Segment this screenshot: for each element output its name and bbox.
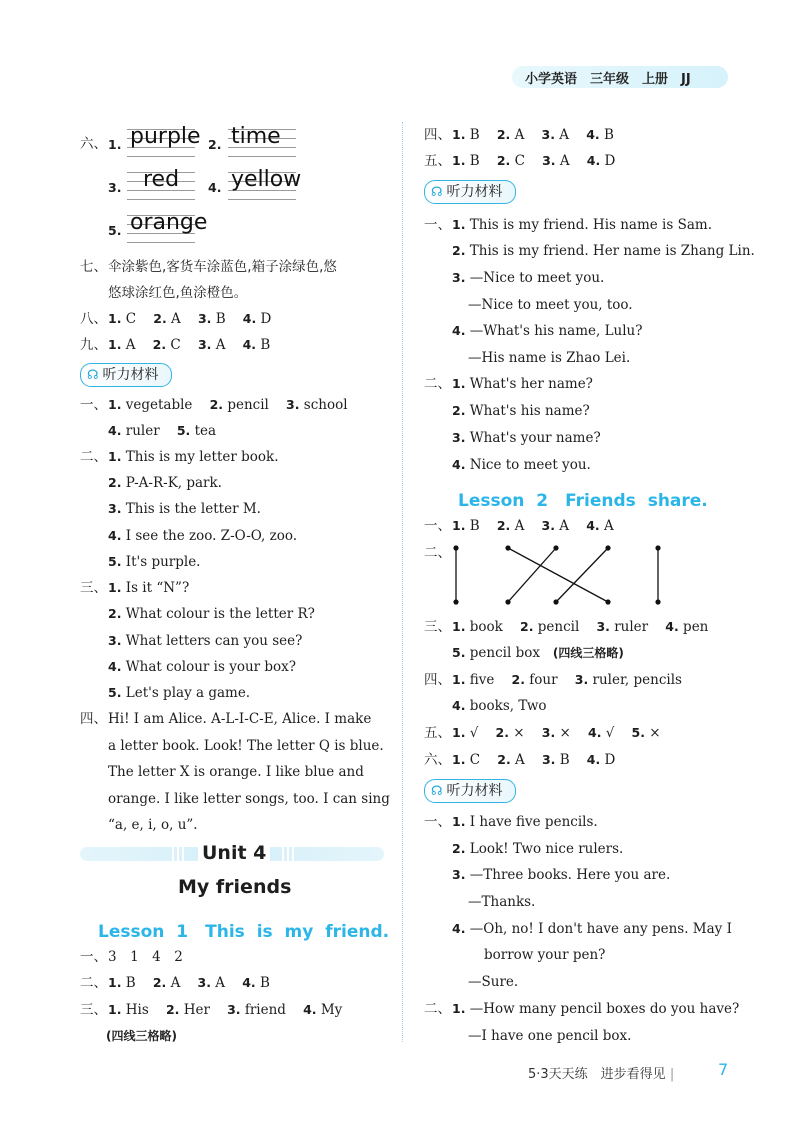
four-line-box-2 [228,124,296,157]
rq5-answers [452,152,615,170]
e3-n4: 4. [303,1002,317,1017]
q9-answers [108,336,270,354]
t2-line-2: —I have one pencil box. [468,1028,632,1044]
s4-line-1 [452,671,682,689]
l2-item-4 [108,527,297,545]
q8-n3: 3. [197,311,212,326]
rq5-label: 五、 [424,153,451,169]
s1-n3: 3. [541,518,555,533]
e3-n1: 1. [108,1002,122,1017]
unit-title: Unit 4 [198,842,270,864]
q6-word-5: orange [130,210,208,235]
four-line-box-3 [127,167,195,200]
t1-line-2 [452,840,623,858]
s4-n3: 3. [574,672,589,687]
s3-n3: 3. [596,619,610,634]
four-line-box-1 [127,124,201,157]
e3-a3: friend [244,1002,286,1018]
e2-n4: 4. [242,975,256,990]
r1-t2: This is my friend. Her name is Zhang Lin. [469,243,755,259]
l1-label: 一、 [80,397,107,413]
l3-n1: 1. [108,580,122,595]
l3-item-5 [108,684,250,702]
t1-t3: —Three books. Here you are. [469,867,671,883]
listening-material-badge-3 [424,779,516,803]
column-divider [402,122,403,1042]
l2-item-1 [108,448,279,466]
s1-n1: 1. [452,518,466,533]
s1-a2: A [514,518,525,534]
s4-n2: 2. [511,672,525,687]
rq5-n1: 1. [452,153,466,168]
q8-a1: C [125,311,137,327]
r1-t5: —What's his name, Lulu? [469,323,643,339]
match-dot-top-2 [505,545,510,550]
r2-t2: What's his name? [469,403,590,419]
rq4-label: 四、 [424,127,451,143]
s3-a3: ruler [614,619,649,635]
l1-n4: 4. [108,423,122,438]
l1-t2: pencil [227,397,269,413]
listening-label-3: 听力材料 [446,783,503,799]
r2-n3: 3. [452,430,466,445]
q6-word-3: red [143,167,180,192]
e3-a4: My [320,1002,343,1018]
q6-word-1: purple [130,124,201,149]
e2-a2: A [170,975,181,991]
match-dot-bottom-2 [505,599,510,604]
l2-item-3 [108,500,261,518]
s6-n2: 2. [497,752,511,767]
q9-a2: C [170,337,181,353]
e2-n2: 2. [152,975,167,990]
r2-line-3 [452,429,601,447]
matching-lines-diagram [440,540,680,610]
four-line-box-4 [228,167,302,200]
match-dot-bottom-3 [553,599,558,604]
e2-a4: B [259,975,270,991]
s3-line-2 [452,644,624,662]
s5-n4: 4. [588,725,602,740]
match-dot-bottom-5 [655,599,660,604]
q8-a3: B [215,311,226,327]
unit-banner-stripe [282,847,284,861]
l2-t1: This is my letter book. [125,449,279,465]
l4-line-4: orange. I like letter songs, too. I can sing [108,791,390,807]
r2-label: 二、 [424,376,451,392]
q7-line-2: 悠球涂红色,鱼涂橙色。 [108,285,248,301]
headphones-icon: ☊ [431,185,443,200]
header-tag: 小学英语 三年级 上册 JJ [525,72,691,87]
rq4-a4: B [603,127,614,143]
l2-item-5 [108,553,200,571]
l4-line-5: “a, e, i, o, u”. [108,817,198,833]
l4-line-2: a letter book. Look! The letter Q is blue. [108,738,384,754]
q6-num-1: 1. [108,137,122,152]
q6-num-5: 5. [108,223,122,238]
page-number: 7 [718,1060,729,1079]
l1-row-1 [108,396,348,414]
s1-n4: 4. [586,518,600,533]
t2-t1: —How many pencil boxes do you have? [469,1001,740,1017]
t1-t1: I have five pencils. [469,814,598,830]
t1-line-3 [452,866,670,884]
e2-n3: 3. [197,975,211,990]
r2-n2: 2. [452,403,466,418]
footer-slogan-text: 5·3天天练 进步看得见 [528,1067,666,1082]
q9-a1: A [125,337,136,353]
listening-label-1: 听力材料 [102,367,159,383]
l1-n3: 3. [286,397,300,412]
s6-answers [452,751,615,769]
t1-n4: 4. [452,921,466,936]
l2-n2: 2. [108,475,122,490]
r1-n3: 3. [452,270,466,285]
l3-t4: What colour is your box? [125,659,297,675]
match-dot-top-3 [553,545,558,550]
footer-slogan [528,1063,674,1082]
l2-label: 二、 [80,449,107,465]
s3-n5: 5. [452,645,466,660]
rq5-a2: C [514,153,525,169]
e3-note: (四线三格略) [106,1029,177,1043]
e2-n1: 1. [108,975,122,990]
s5-a5: × [649,725,661,741]
s6-a4: D [604,752,616,768]
l2-t3: This is the letter M. [125,501,261,517]
s5-a3: × [559,725,571,741]
rq5-n2: 2. [496,153,511,168]
e2-answers [108,974,270,992]
t1-line-4: —Thanks. [468,894,536,910]
e3-n2: 2. [165,1002,180,1017]
l3-item-3 [108,632,302,650]
l3-n5: 5. [108,685,122,700]
q9-n1: 1. [108,337,122,352]
e3-answers [108,1001,342,1019]
s5-n3: 3. [541,725,556,740]
q9-a3: A [215,337,226,353]
unit-banner-stripe [292,847,294,861]
q6-num-4: 4. [208,180,222,195]
l2-t5: It's purple. [125,554,201,570]
l3-t1: Is it “N”? [125,580,190,596]
q6-word-4: yellow [231,167,302,192]
r1-t1: This is my friend. His name is Sam. [469,217,712,233]
s3-n2: 2. [520,619,534,634]
unit-banner-stripe [182,847,184,861]
l3-item-4 [108,658,296,676]
l3-item-1 [108,579,189,597]
e1-label: 一、 [80,949,107,965]
s3-n1: 1. [452,619,466,634]
t1-t2: Look! Two nice rulers. [469,841,624,857]
rq4-n4: 4. [586,127,600,142]
l2-item-2 [108,474,222,492]
t2-line-1 [452,1000,739,1018]
unit-banner-stripe [172,847,174,861]
s6-n3: 3. [541,752,556,767]
s3-label: 三、 [424,619,451,635]
e2-a1: B [125,975,136,991]
l3-n3: 3. [108,633,122,648]
l3-item-2 [108,605,315,623]
r2-t3: What's your name? [469,430,601,446]
e3-n3: 3. [227,1002,241,1017]
l3-t2: What colour is the letter R? [125,606,315,622]
q8-n2: 2. [153,311,167,326]
rq4-a1: B [469,127,480,143]
r2-n4: 4. [452,457,466,472]
e2-label: 二、 [80,975,107,991]
l4-line-3: The letter X is orange. I like blue and [108,764,364,780]
s5-n5: 5. [631,725,645,740]
headphones-icon: ☊ [431,784,443,799]
lesson-2-title: Lesson 2 Friends share. [458,491,708,511]
match-line-3 [508,548,556,602]
r2-t4: Nice to meet you. [469,457,591,473]
t1-line-5 [452,920,732,938]
match-line-2 [508,548,608,602]
q8-n4: 4. [242,311,257,326]
q9-n3: 3. [197,337,212,352]
q8-answers [108,310,271,328]
r1-line-3 [452,269,604,287]
q9-n4: 4. [242,337,257,352]
match-dot-bottom-1 [453,599,458,604]
e3-label: 三、 [80,1002,107,1018]
r2-line-4 [452,456,591,474]
q9-n2: 2. [152,337,167,352]
s4-label: 四、 [424,672,451,688]
unit-banner-stripe [177,847,179,861]
e3-a2: Her [183,1002,210,1018]
headphones-icon: ☊ [87,368,99,383]
lesson-1-title: Lesson 1 This is my friend. [98,922,390,942]
l1-n2: 2. [209,397,224,412]
r1-line-4: —Nice to meet you, too. [468,297,633,313]
s3-a2: pencil [537,619,580,635]
s6-n4: 4. [586,752,601,767]
r1-n2: 2. [452,243,466,258]
s4-n1: 1. [452,672,466,687]
l4-line-1: Hi! I am Alice. A-L-I-C-E, Alice. I make [108,711,372,727]
footer-separator: | [669,1067,675,1082]
r2-line-1 [452,375,593,393]
t2-n1: 1. [452,1001,466,1016]
t1-label: 一、 [424,814,451,830]
t2-label: 二、 [424,1001,451,1017]
s4-a4: books, Two [469,698,547,714]
r1-line-2 [452,242,755,260]
rq5-a1: B [469,153,480,169]
t1-line-7: —Sure. [468,974,519,990]
unit-subtitle: My friends [178,876,292,898]
s6-n1: 1. [452,752,466,767]
e3-a1: His [125,1002,149,1018]
s4-a2: four [529,672,558,688]
l2-n5: 5. [108,554,122,569]
s1-n2: 2. [496,518,511,533]
l1-t1: vegetable [125,397,193,413]
rq4-n3: 3. [541,127,555,142]
q8-a4: D [260,311,272,327]
s3-note: (四线三格略) [552,646,624,660]
l1-n1: 1. [108,397,122,412]
q8-label: 八、 [80,311,107,327]
l1-n5: 5. [176,423,191,438]
match-dot-bottom-4 [605,599,610,604]
s5-a2: × [513,725,525,741]
s5-answers [452,724,661,742]
s6-a1: C [469,752,481,768]
q9-label: 九、 [80,337,107,353]
s2-label: 二、 [424,545,451,561]
q6-word-2: time [231,124,281,149]
s5-n2: 2. [495,725,509,740]
e2-a3: A [215,975,226,991]
t1-n3: 3. [452,867,466,882]
e1-answer: 3 1 4 2 [108,949,183,965]
l3-n4: 4. [108,659,122,674]
l1-t5: tea [194,423,217,439]
rq4-n1: 1. [452,127,466,142]
s1-label: 一、 [424,518,451,534]
s5-a1: √ [469,725,479,741]
q9-a4: B [260,337,271,353]
s3-answers [452,618,708,636]
l1-t4: ruler [125,423,160,439]
q8-n1: 1. [108,311,122,326]
s3-n4: 4. [665,619,679,634]
s4-a3: ruler, pencils [592,672,682,688]
s1-a4: A [603,518,614,534]
listening-label-2: 听力材料 [446,184,503,200]
t1-n1: 1. [452,814,466,829]
listening-material-badge-1 [80,363,172,387]
r2-n1: 1. [452,376,466,391]
r1-label: 一、 [424,217,451,233]
s3-a5: pencil box [469,645,540,661]
s1-a1: B [469,518,480,534]
l3-t3: What letters can you see? [125,633,303,649]
q7-label: 七、 [80,259,107,275]
unit-banner-stripe [287,847,289,861]
r1-t3: —Nice to meet you. [469,270,605,286]
r1-line-6: —His name is Zhao Lei. [468,350,631,366]
l4-label: 四、 [80,711,107,727]
s3-a4: pen [683,619,709,635]
rq5-a3: A [559,153,570,169]
match-line-4 [556,548,608,602]
s4-n4: 4. [452,698,466,713]
rq4-answers [452,126,614,144]
r1-line-1 [452,216,712,234]
rq4-n2: 2. [496,127,511,142]
t1-t5: —Oh, no! I don't have any pens. May I [469,921,732,937]
s6-label: 六、 [424,752,451,768]
l2-t2: P-A-R-K, park. [125,475,222,491]
t1-line-1 [452,813,598,831]
r2-t1: What's her name? [469,376,593,392]
s4-a1: five [469,672,495,688]
listening-material-badge-2 [424,180,516,204]
l1-row-2 [108,422,216,440]
l3-t5: Let's play a game. [125,685,251,701]
l2-n1: 1. [108,449,122,464]
s6-a2: A [515,752,525,768]
s5-a4: √ [605,725,615,741]
q8-a2: A [171,311,181,327]
q6-num-3: 3. [108,180,122,195]
l2-n3: 3. [108,501,122,516]
match-dot-top-4 [605,545,610,550]
rq5-n3: 3. [542,153,556,168]
four-line-box-5 [127,210,208,243]
s5-label: 五、 [424,725,451,741]
s1-answers [452,517,614,535]
l3-label: 三、 [80,580,107,596]
l2-t4: I see the zoo. Z-O-O, zoo. [125,528,298,544]
l1-t3: school [303,397,348,413]
t1-line-6: borrow your pen? [484,947,606,963]
s6-a3: B [559,752,570,768]
match-dot-top-1 [453,545,458,550]
match-dot-top-5 [655,545,660,550]
t1-n2: 2. [452,841,466,856]
r2-line-2 [452,402,590,420]
s5-n1: 1. [452,725,466,740]
r1-line-5 [452,322,642,340]
q6-num-2: 2. [208,137,222,152]
s1-a3: A [559,518,570,534]
rq4-a3: A [559,127,570,143]
rq5-a4: D [604,153,616,169]
q6-label: 六、 [80,136,107,152]
s4-line-2 [452,697,547,715]
rq5-n4: 4. [586,153,601,168]
s3-a1: book [469,619,503,635]
rq4-a2: A [514,127,525,143]
r1-n4: 4. [452,323,466,338]
r1-n1: 1. [452,217,466,232]
q7-line-1: 伞涂紫色,客货车涂蓝色,箱子涂绿色,悠 [108,259,337,275]
l2-n4: 4. [108,528,122,543]
l3-n2: 2. [108,606,122,621]
